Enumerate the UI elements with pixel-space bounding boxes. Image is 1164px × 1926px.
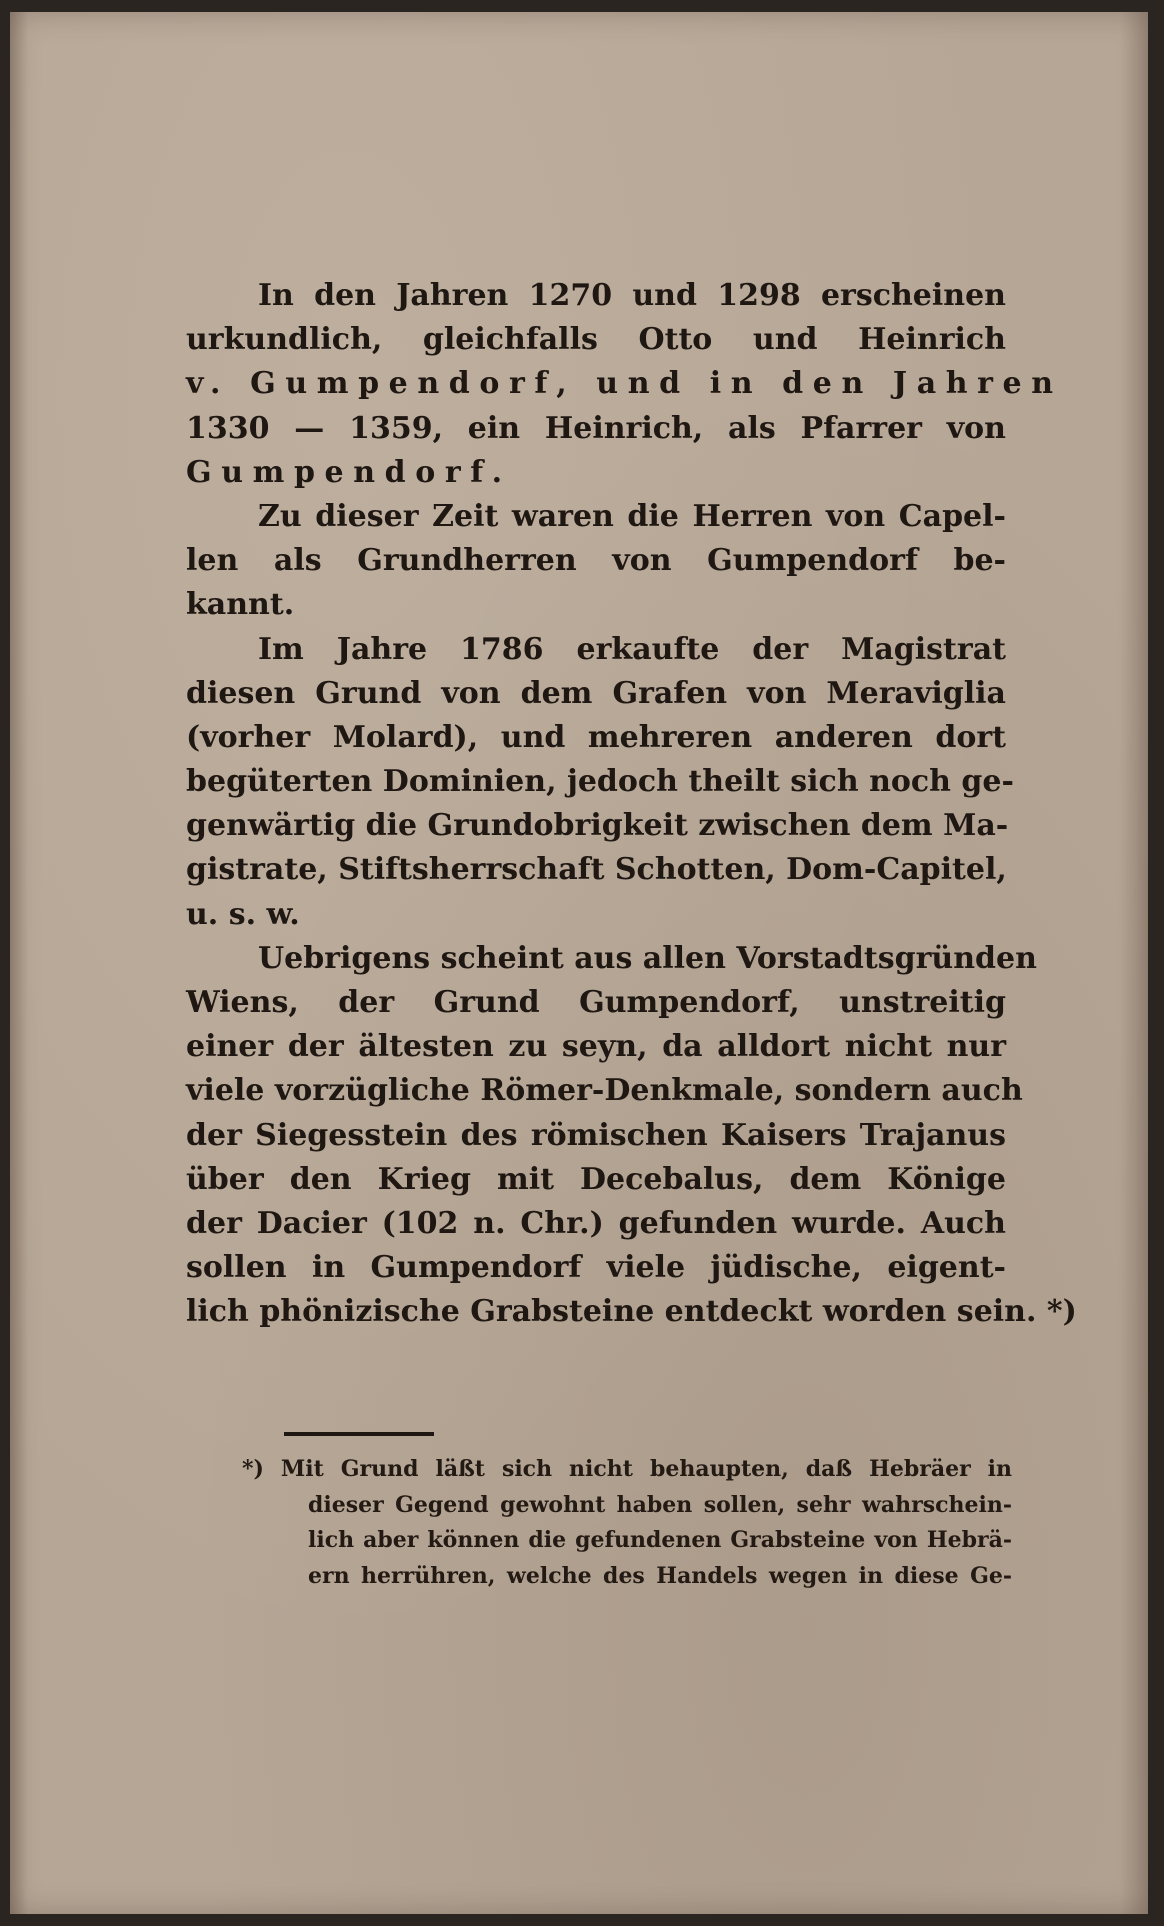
main-text [186, 274, 1077, 1335]
text-line: Gumpendorf. [186, 454, 512, 490]
text-line: einer der ältesten zu seyn, da alldort nicht nur [186, 1029, 1006, 1065]
text-line: In den Jahren 1270 und 1298 erscheinen [258, 278, 1006, 313]
text-line: Im Jahre 1786 erkaufte der Magistrat [258, 631, 1006, 667]
binding-mark [10, 1380, 20, 1400]
text-line: begüterten Dominien, jedoch theilt sich noch ge- [186, 764, 1014, 800]
text-line: len als Grundherren von Gumpendorf be- [186, 543, 1006, 579]
footnote-line: dieser Gegend gewohnt haben sollen, sehr wahrschein- [308, 1491, 1012, 1518]
text-line: kannt. [186, 587, 295, 623]
footnote-line: *) Mit Grund läßt sich nicht behaupten, daß Hebräer in [242, 1456, 1012, 1482]
text-line: Uebrigens scheint aus allen Vorstadtsgründen [258, 940, 1037, 976]
footnote-line: ern herrühren, welche des Handels wegen in diese Ge- [308, 1562, 1012, 1589]
text-line: der Dacier (102 n. Chr.) gefunden wurde. Auch [186, 1205, 1006, 1241]
text-line: über den Krieg mit Decebalus, dem Könige [186, 1161, 1006, 1197]
text-line: gistrate, Stiftsherrschaft Schotten, Dom-Capitel, [186, 852, 1007, 888]
text-line: u. s. w. [186, 896, 300, 932]
footnote [242, 1452, 1012, 1594]
footnote-line: lich aber können die gefundenen Grabsteine von Hebrä- [308, 1527, 1012, 1553]
text-line: Wiens, der Grund Gumpendorf, unstreitig [186, 985, 1006, 1020]
text-line: urkundlich, gleichfalls Otto und Heinrich [186, 322, 1006, 358]
text-line: 1330 — 1359, ein Heinrich, als Pfarrer von [186, 410, 1006, 446]
text-line: lich phönizische Grabsteine entdeckt worden sein. *) [186, 1294, 1077, 1330]
text-line: (vorher Molard), und mehreren anderen dort [186, 719, 1006, 755]
text-line: v. Gumpendorf, und in den Jahren [186, 366, 1063, 402]
text-line: Zu dieser Zeit waren die Herren von Capel- [258, 498, 1006, 534]
text-line: der Siegesstein des römischen Kaisers Trajanus [186, 1117, 1006, 1153]
text-line: genwärtig die Grundobrigkeit zwischen dem Ma- [186, 808, 1009, 844]
footnote-divider [284, 1432, 434, 1436]
text-line: viele vorzügliche Römer-Denkmale, sondern auch [186, 1073, 1023, 1109]
book-page [10, 12, 1148, 1914]
text-line: sollen in Gumpendorf viele jüdische, eigent- [186, 1250, 1006, 1286]
text-line: diesen Grund von dem Grafen von Meraviglia [186, 675, 1006, 711]
